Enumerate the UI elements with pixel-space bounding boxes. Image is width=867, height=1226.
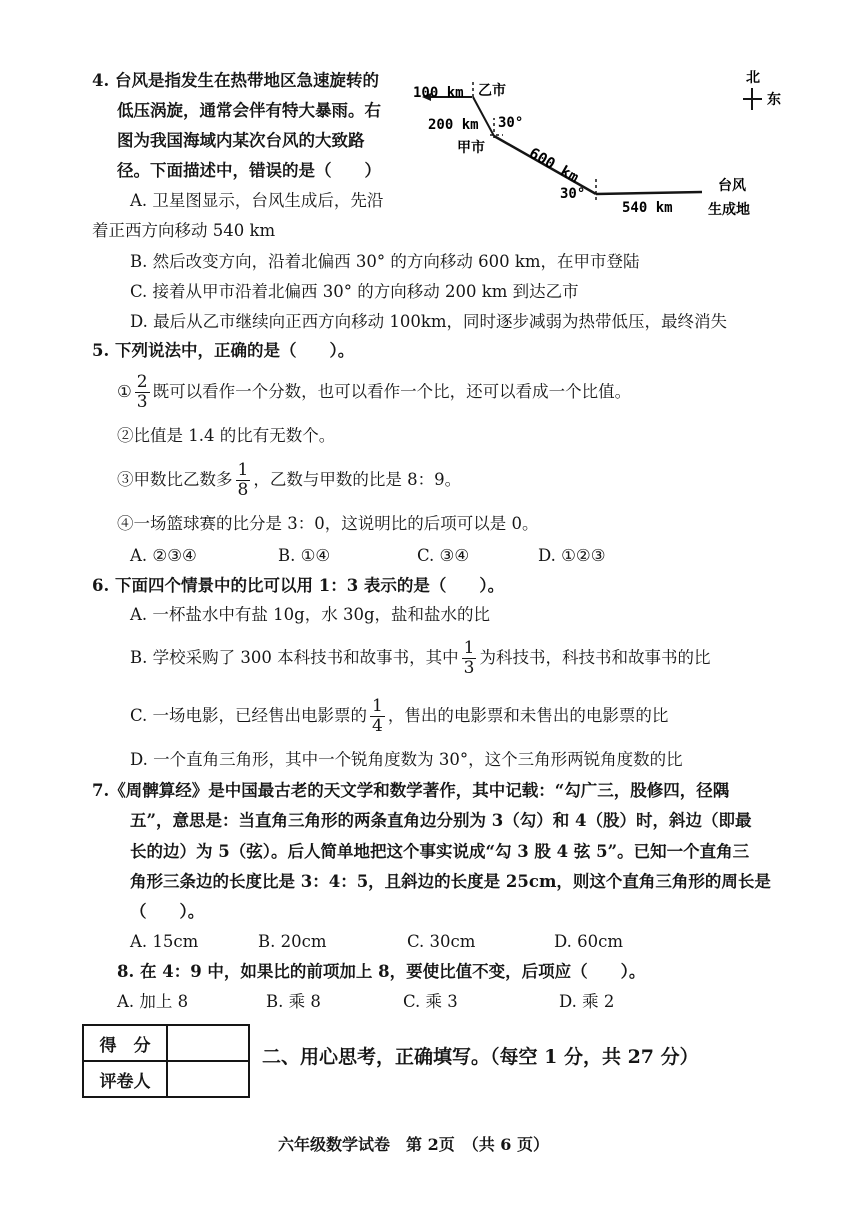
q4-option-a-line-2: 着正西方向移动 540 km bbox=[92, 221, 276, 240]
q7-option-a: A. 15cm bbox=[130, 932, 199, 951]
q5-option-d: D. ①②③ bbox=[538, 546, 606, 565]
q7-stem-line-5: （ ）。 bbox=[130, 902, 205, 921]
fraction-one-quarter: $\frac{1}{4}$ bbox=[372, 696, 383, 736]
q6-option-b-prefix: B. 学校采购了 300 本科技书和故事书，其中 bbox=[130, 648, 459, 667]
q4-stem-line-4: 径。下面描述中，错误的是（ ） bbox=[117, 161, 381, 180]
q8-option-a: A. 加上 8 bbox=[117, 992, 189, 1011]
q5-stem: 5. 下列说法中，正确的是（ ）。 bbox=[92, 341, 355, 360]
grader-cell[interactable] bbox=[167, 1061, 249, 1097]
label-540km: 540 km bbox=[622, 200, 673, 216]
compass-east-label: 东 bbox=[767, 92, 781, 108]
q4-stem-line-2: 低压涡旋，通常会伴有特大暴雨。右 bbox=[117, 101, 381, 120]
q5-statement-1-text: 既可以看作一个分数，也可以看作一个比，还可以看成一个比值。 bbox=[152, 382, 632, 401]
label-200km: 200 km bbox=[428, 117, 479, 133]
page-footer: 六年级数学试卷 第 2页 （共 6 页） bbox=[278, 1135, 549, 1154]
q4-option-b: B. 然后改变方向，沿着北偏西 30° 的方向移动 600 km，在甲市登陆 bbox=[130, 252, 640, 271]
q4-stem-line-1: 4. 台风是指发生在热带地区急速旋转的 bbox=[92, 71, 379, 90]
q7-stem-line-2: 五”，意思是：当直角三角形的两条直角边分别为 3（勾）和 4（股）时，斜边（即最 bbox=[130, 811, 752, 830]
q6-option-c bbox=[130, 696, 668, 736]
q6-option-d: D. 一个直角三角形，其中一个锐角度数为 30°，这个三角形两锐角度数的比 bbox=[130, 750, 683, 769]
q5-statement-3 bbox=[117, 460, 461, 500]
q8-option-b: B. 乘 8 bbox=[266, 992, 321, 1011]
q5-option-a: A. ②③④ bbox=[130, 546, 197, 565]
q8-option-d: D. 乘 2 bbox=[559, 992, 615, 1011]
q4-option-d: D. 最后从乙市继续向正西方向移动 100km，同时逐步减弱为热带低压，最终消失 bbox=[130, 312, 728, 331]
q5-option-c: C. ③④ bbox=[417, 546, 470, 565]
q6-option-b-suffix: 为科技书，科技书和故事书的比 bbox=[479, 648, 711, 667]
q5-option-b: B. ①④ bbox=[278, 546, 331, 565]
q7-stem-line-4: 角形三条边的长度比是 3：4：5，且斜边的长度是 25cm，则这个直角三角形的周长是 bbox=[130, 872, 771, 891]
q6-option-c-suffix: ，售出的电影票和未售出的电影票的比 bbox=[387, 706, 669, 725]
q6-option-c-prefix: C. 一场电影，已经售出电影票的 bbox=[130, 706, 368, 725]
q7-option-c: C. 30cm bbox=[407, 932, 476, 951]
grader-label: 评卷人 bbox=[83, 1061, 167, 1097]
label-city-yi: 乙市 bbox=[478, 83, 506, 99]
label-600km: 600 km bbox=[526, 143, 582, 187]
q5-statement-1 bbox=[117, 372, 631, 412]
score-box bbox=[82, 1024, 250, 1098]
route-segment-540km bbox=[596, 192, 702, 194]
q6-option-a: A. 一杯盐水中有盐 10g，水 30g，盐和盐水的比 bbox=[130, 605, 491, 624]
q6-option-b bbox=[130, 638, 710, 678]
label-30-degree-bottom: 30° bbox=[560, 186, 586, 202]
q7-stem-line-3: 长的边）为 5（弦）。后人简单地把这个事实说成“勾 3 股 4 弦 5”。已知一个直角三 bbox=[130, 842, 750, 861]
q5-statement-3-text: ，乙数与甲数的比是 8：9。 bbox=[253, 470, 462, 489]
label-typhoon-origin-2: 生成地 bbox=[708, 202, 750, 218]
q7-stem-line-1: 7.《周髀算经》是中国最古老的天文学和数学著作，其中记载：“勾广三，股修四，径隅 bbox=[92, 781, 730, 800]
q6-stem: 6. 下面四个情景中的比可以用 1：3 表示的是（ ）。 bbox=[92, 576, 505, 595]
compass-north-label: 北 bbox=[746, 70, 760, 86]
q8-stem: 8. 在 4：9 中，如果比的前项加上 8，要使比值不变，后项应（ ）。 bbox=[117, 962, 646, 981]
q7-option-d: D. 60cm bbox=[554, 932, 624, 951]
label-100km: 100 km bbox=[413, 85, 464, 101]
q5-statement-2: ②比值是 1.4 的比有无数个。 bbox=[117, 426, 336, 445]
q5-statement-4: ④一场篮球赛的比分是 3：0，这说明比的后项可以是 0。 bbox=[117, 514, 539, 533]
typhoon-route-diagram bbox=[400, 60, 820, 230]
q7-option-b: B. 20cm bbox=[258, 932, 327, 951]
score-label: 得 分 bbox=[83, 1025, 167, 1061]
fraction-one-eighth: $\frac{1}{8}$ bbox=[237, 460, 249, 500]
fraction-two-thirds: $\frac{2}{3}$ bbox=[136, 372, 148, 412]
q4-stem-line-3: 图为我国海域内某次台风的大致路 bbox=[117, 131, 365, 150]
label-30-degree-top: 30° bbox=[498, 115, 524, 131]
q4-option-c: C. 接着从甲市沿着北偏西 30° 的方向移动 200 km 到达乙市 bbox=[130, 282, 579, 301]
q8-option-c: C. 乘 3 bbox=[403, 992, 458, 1011]
q4-option-a-line-1: A. 卫星图显示，台风生成后，先沿 bbox=[130, 191, 384, 210]
label-typhoon-origin-1: 台风 bbox=[718, 178, 746, 194]
fraction-one-third: $\frac{1}{3}$ bbox=[463, 638, 475, 678]
score-cell[interactable] bbox=[167, 1025, 249, 1061]
q5-statement-1-marker: ① bbox=[117, 382, 132, 401]
q5-statement-3-prefix: ③甲数比乙数多 bbox=[117, 470, 233, 489]
label-city-jia: 甲市 bbox=[457, 140, 485, 156]
section-2-title: 二、用心思考，正确填写。（每空 1 分，共 27 分） bbox=[262, 1046, 699, 1068]
